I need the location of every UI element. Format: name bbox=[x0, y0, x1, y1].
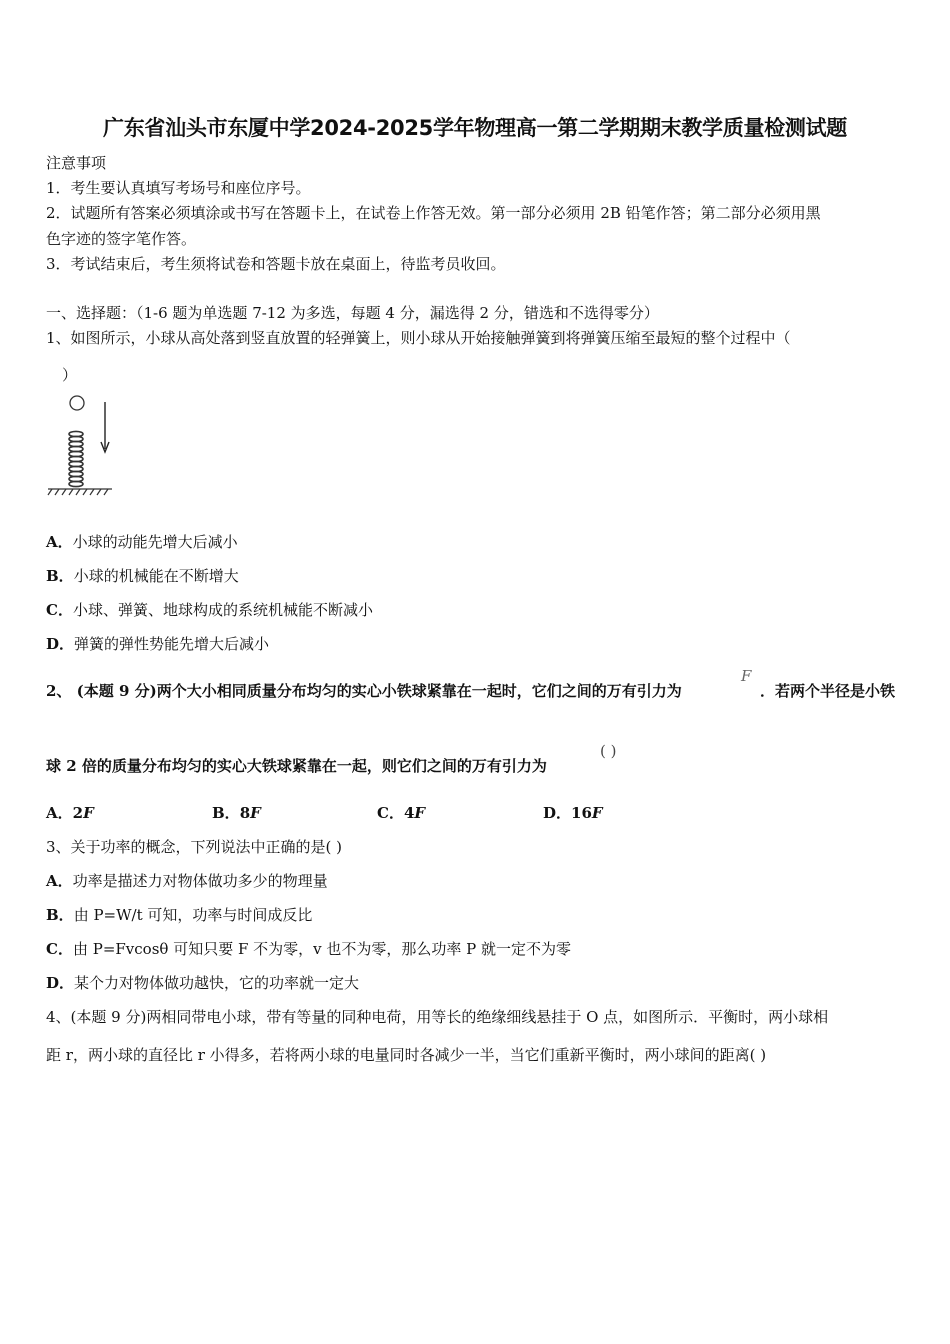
option-b: B．由 P=W/t 可知，功率与时间成反比 bbox=[46, 906, 313, 924]
notice-item: 2．试题所有答案必须填涂或书写在答题卡上，在试卷上作答无效。第一部分必须用 2B 铅笔作答；第二部分必须用黑 bbox=[46, 204, 821, 222]
question-2-line1-tail: ．若两个半径是小铁 bbox=[760, 682, 896, 700]
option-d: D．弹簧的弹性势能先增大后减小 bbox=[46, 635, 270, 653]
notice-item: 1．考生要认真填写考场号和座位序号。 bbox=[46, 179, 311, 197]
notice-item: 色字迹的签字笔作答。 bbox=[46, 230, 197, 248]
option-c: C．小球、弹簧、地球构成的系统机械能不断减小 bbox=[46, 601, 373, 619]
option-c: C．4F bbox=[377, 804, 426, 822]
option-a: A．功率是描述力对物体做功多少的物理量 bbox=[46, 872, 328, 890]
down-arrow-icon bbox=[101, 402, 109, 452]
option-b: B．8F bbox=[212, 804, 261, 822]
question-3-stem: 3、关于功率的概念，下列说法中正确的是( ) bbox=[46, 838, 343, 856]
option-a: A．2F bbox=[46, 804, 94, 822]
question-4-line2: 距 r，两小球的直径比 r 小得多，若将两小球的电量同时各减少一半，当它们重新平衡时，两小球间的距离( ) bbox=[46, 1046, 767, 1064]
question-2-line1: 2、 (本题 9 分)两个大小相同质量分布均匀的实心小铁球紧靠在一起时，它们之间的万有引力为 bbox=[46, 682, 682, 700]
ground-icon bbox=[48, 489, 112, 495]
question-1-stem-close: ） bbox=[62, 366, 78, 384]
spring-icon bbox=[69, 431, 83, 486]
option-a: A．小球的动能先增大后减小 bbox=[46, 533, 238, 551]
section-heading: 一、选择题：（1-6 题为单选题 7-12 为多选，每题 4 分，漏选得 2 分，错选和不选得零分） bbox=[46, 304, 659, 322]
option-d: D．16F bbox=[543, 804, 603, 822]
question-4-line1: 4、(本题 9 分)两相同带电小球，带有等量的同种电荷，用等长的绝缘细线悬挂于 O 点，如图所示．平衡时，两小球相 bbox=[46, 1008, 829, 1026]
option-d: D．某个力对物体做功越快，它的功率就一定大 bbox=[46, 974, 360, 992]
notice-heading: 注意事项 bbox=[46, 154, 107, 172]
answer-paren: ( ) bbox=[600, 742, 617, 760]
ball-icon bbox=[70, 396, 84, 410]
option-c: C．由 P=Fvcosθ 可知只要 F 不为零，v 也不为零，那么功率 P 就一定不为零 bbox=[46, 940, 572, 958]
question-2-line2: 球 2 倍的质量分布均匀的实心大铁球紧靠在一起，则它们之间的万有引力为 bbox=[46, 757, 547, 775]
spring-ball-figure bbox=[44, 392, 116, 506]
question-1-stem: 1、如图所示，小球从高处落到竖直放置的轻弹簧上，则小球从开始接触弹簧到将弹簧压缩至最短的整个过程中（ bbox=[46, 329, 791, 347]
force-symbol: F bbox=[741, 667, 752, 685]
notice-item: 3．考试结束后，考生须将试卷和答题卡放在桌面上，待监考员收回。 bbox=[46, 255, 506, 273]
option-b: B．小球的机械能在不断增大 bbox=[46, 567, 239, 585]
page-title: 广东省汕头市东厦中学2024-2025学年物理高一第二学期期末教学质量检测试题 bbox=[103, 116, 847, 140]
